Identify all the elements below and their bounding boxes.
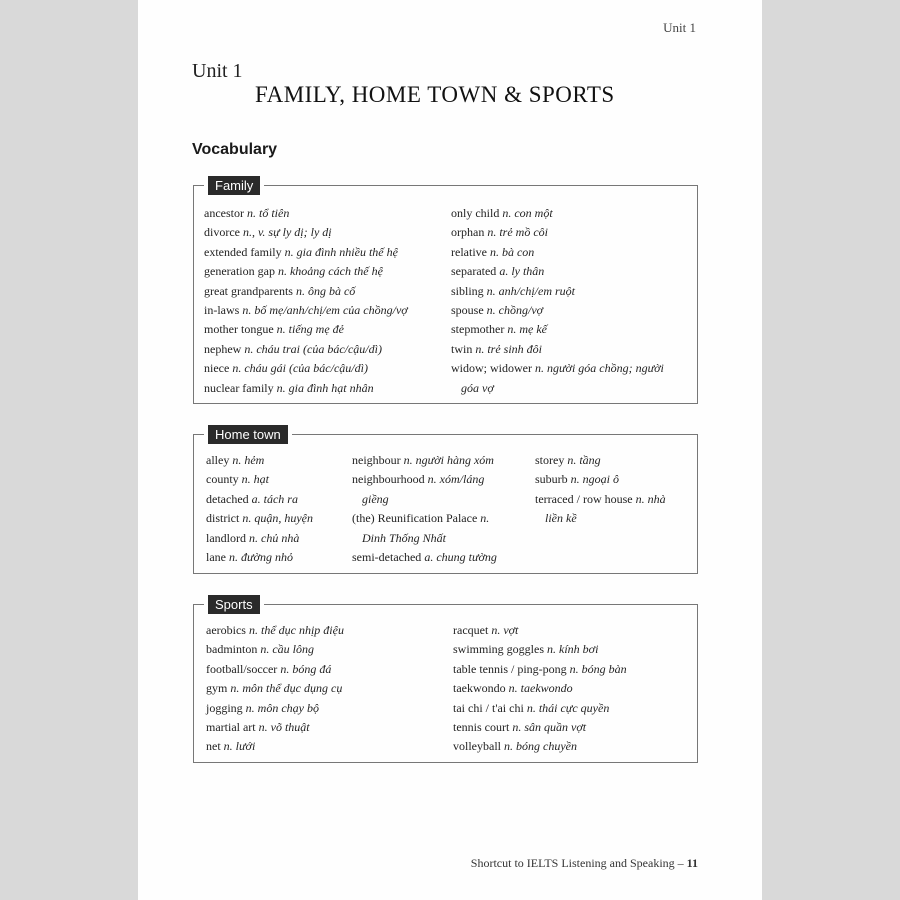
sports-box xyxy=(193,597,698,763)
vocab-entry xyxy=(453,660,627,679)
hometown-box-label: Home town xyxy=(204,425,292,445)
vocab-meaning: sự ly dị; ly dị xyxy=(268,225,332,240)
vocab-entry xyxy=(451,359,664,378)
part-of-speech: n. xyxy=(242,511,252,526)
part-of-speech: n. xyxy=(276,322,286,337)
vocab-entry xyxy=(206,699,344,718)
sports-col-1 xyxy=(206,621,344,757)
vocab-meaning: tầng xyxy=(579,453,601,467)
part-of-speech: n. xyxy=(526,700,536,715)
vocab-entry xyxy=(206,718,344,737)
vocab-word: only child xyxy=(451,206,500,220)
vocab-word: county xyxy=(206,472,239,487)
vocab-meaning: bố mẹ/anh/chị/em của chồng/vợ xyxy=(254,303,408,318)
vocab-word: terraced / row house xyxy=(535,491,633,506)
family-box xyxy=(193,178,698,404)
vocab-meaning: cháu gái (của bác/cậu/dì) xyxy=(244,361,368,376)
vocab-meaning: ông bà cố xyxy=(307,283,356,298)
vocab-meaning: chủ nhà xyxy=(261,530,300,545)
vocab-entry xyxy=(451,204,664,223)
vocab-word: great grandparents xyxy=(204,283,293,298)
vocab-word: extended family xyxy=(204,244,282,259)
vocab-entry xyxy=(453,640,627,659)
part-of-speech: n. xyxy=(403,453,413,467)
vocab-word: mother tongue xyxy=(204,322,274,337)
vocab-word: district xyxy=(206,511,240,526)
part-of-speech: n. xyxy=(504,739,513,754)
vocab-word: orphan xyxy=(451,225,485,240)
vocab-word: tennis court xyxy=(453,720,510,735)
vocab-word: sibling xyxy=(451,283,484,298)
vocab-meaning: quận, huyện xyxy=(254,511,313,526)
vocab-entry xyxy=(352,490,497,509)
vocab-entry xyxy=(206,470,313,489)
vocab-meaning: liền kề xyxy=(545,511,577,526)
vocab-meaning: xóm/láng xyxy=(439,472,485,487)
sports-col-2 xyxy=(453,621,627,757)
vocab-meaning: cháu trai (của bác/cậu/dì) xyxy=(256,341,382,356)
vocab-word: martial art xyxy=(206,720,256,735)
vocab-entry xyxy=(453,718,627,737)
part-of-speech: n. xyxy=(507,322,517,337)
vocab-word: jogging xyxy=(206,700,243,715)
sports-box-label: Sports xyxy=(204,595,264,615)
vocab-entry xyxy=(451,243,664,262)
part-of-speech: n. xyxy=(242,303,252,318)
vocab-entry xyxy=(451,301,664,320)
vocab-word: badminton xyxy=(206,642,258,657)
vocab-word: aerobics xyxy=(206,623,246,637)
vocab-meaning: chung tường xyxy=(436,550,497,565)
vocab-word: suburb xyxy=(535,472,568,487)
part-of-speech: n. xyxy=(245,700,255,715)
vocab-meaning: trẻ sinh đôi xyxy=(487,341,543,356)
vocab-word: racquet xyxy=(453,623,489,637)
vocab-word: landlord xyxy=(206,530,246,545)
vocab-meaning: người hàng xóm xyxy=(415,453,494,467)
vocab-entry xyxy=(352,529,497,548)
unit-title: FAMILY, HOME TOWN & SPORTS xyxy=(255,82,615,107)
vocab-word: net xyxy=(206,739,221,754)
part-of-speech: n. xyxy=(486,303,496,318)
part-of-speech: n. xyxy=(232,361,242,376)
vocab-word: nephew xyxy=(204,341,242,356)
vocab-entry xyxy=(451,340,664,359)
vocab-word: lane xyxy=(206,550,226,565)
part-of-speech: n. xyxy=(635,491,645,506)
vocab-meaning: gia đình hạt nhân xyxy=(288,380,374,395)
vocab-meaning: tiếng mẹ đẻ xyxy=(288,322,344,337)
vocab-meaning: taekwondo xyxy=(520,681,573,696)
vocab-word: relative xyxy=(451,244,487,259)
unit-label: Unit 1 xyxy=(192,60,243,82)
page-footer xyxy=(471,856,698,871)
hometown-col-3 xyxy=(535,451,666,529)
vocab-meaning: người góa chồng; người xyxy=(547,361,664,376)
part-of-speech: n. xyxy=(232,453,242,467)
vocab-entry xyxy=(451,282,664,301)
vocab-meaning: môn thể dục dụng cụ xyxy=(242,681,343,696)
part-of-speech: n. xyxy=(277,264,287,279)
vocab-word: neighbourhood xyxy=(352,472,425,487)
vocab-meaning: con một xyxy=(514,206,553,220)
vocab-word: table tennis / ping-pong xyxy=(453,661,567,676)
vocab-meaning: trẻ mồ côi xyxy=(499,225,548,240)
vocab-entry xyxy=(352,451,497,470)
vocab-entry xyxy=(206,679,344,698)
hometown-col-2 xyxy=(352,451,497,567)
vocab-entry xyxy=(535,490,666,509)
vocab-entry xyxy=(352,470,497,489)
vocab-meaning: anh/chị/em ruột xyxy=(498,283,575,298)
vocab-meaning: hạt xyxy=(253,472,270,487)
part-of-speech: n. xyxy=(258,720,268,735)
vocab-entry xyxy=(453,737,627,756)
part-of-speech: a. xyxy=(499,264,509,279)
vocab-entry xyxy=(451,320,664,339)
vocab-meaning: bà con xyxy=(501,244,535,259)
vocab-meaning: khoảng cách thế hệ xyxy=(289,264,383,279)
vocab-word: semi-detached xyxy=(352,550,422,565)
part-of-speech: n. xyxy=(229,550,238,565)
vocab-entry xyxy=(206,737,344,756)
part-of-speech: n. xyxy=(284,244,294,259)
vocab-meaning: sân quần vợt xyxy=(524,720,587,735)
vocab-word: in-laws xyxy=(204,303,240,318)
vocab-meaning: tổ tiên xyxy=(258,206,290,220)
vocab-meaning: vợt xyxy=(503,623,519,637)
vocab-meaning: thái cực quyền xyxy=(538,700,610,715)
vocab-meaning: mẹ kế xyxy=(519,322,547,337)
part-of-speech: n. xyxy=(489,244,499,259)
vocab-entry xyxy=(206,509,313,528)
vocab-word: widow; widower xyxy=(451,361,532,376)
vocab-entry xyxy=(204,243,408,262)
vocab-entry xyxy=(204,262,408,281)
vocab-entry xyxy=(451,379,664,398)
part-of-speech: n. xyxy=(427,472,437,487)
hometown-box xyxy=(193,427,698,574)
part-of-speech: n. xyxy=(260,642,270,657)
vocab-meaning: tách ra xyxy=(263,491,298,506)
vocab-meaning: bóng chuyền xyxy=(516,739,577,754)
vocab-meaning: hẻm xyxy=(244,453,265,467)
vocab-word: divorce xyxy=(204,225,240,240)
vocab-entry xyxy=(204,282,408,301)
vocab-entry xyxy=(204,340,408,359)
part-of-speech: a. xyxy=(424,550,434,565)
vocab-meaning: góa vợ xyxy=(461,380,494,395)
vocab-entry xyxy=(206,621,344,640)
vocab-entry xyxy=(352,509,497,528)
vocab-word: football/soccer xyxy=(206,661,278,676)
part-of-speech: n. xyxy=(547,642,557,657)
part-of-speech: n. xyxy=(491,623,501,637)
part-of-speech: n. xyxy=(241,472,251,487)
vocab-meaning: môn chạy bộ xyxy=(257,700,319,715)
part-of-speech: n. xyxy=(223,739,233,754)
vocab-word: stepmother xyxy=(451,322,505,337)
vocab-word: taekwondo xyxy=(453,681,506,696)
vocab-word: (the) Reunification Palace xyxy=(352,511,478,526)
part-of-speech: n. xyxy=(248,623,258,637)
vocab-entry xyxy=(206,529,313,548)
vocab-entry xyxy=(204,204,408,223)
book-page xyxy=(138,0,762,900)
vocab-word: neighbour xyxy=(352,453,401,467)
vocab-entry xyxy=(204,379,408,398)
vocab-word: generation gap xyxy=(204,264,275,279)
part-of-speech: n. xyxy=(508,681,518,696)
family-col-2 xyxy=(451,204,664,398)
part-of-speech: n. xyxy=(280,661,290,676)
vocab-word: spouse xyxy=(451,303,484,318)
part-of-speech: n. xyxy=(502,206,512,220)
vocab-word: niece xyxy=(204,361,230,376)
family-box-label: Family xyxy=(204,176,264,196)
part-of-speech: n. xyxy=(230,681,240,696)
part-of-speech: a. xyxy=(251,491,261,506)
part-of-speech: n. xyxy=(480,511,490,526)
vocab-word: storey xyxy=(535,453,565,467)
vocab-word: swimming goggles xyxy=(453,642,545,657)
part-of-speech: n. xyxy=(249,530,258,545)
family-col-1 xyxy=(204,204,408,398)
vocab-meaning: chồng/vợ xyxy=(498,303,544,318)
vocab-entry xyxy=(535,509,666,528)
footer-book-title: Shortcut to IELTS Listening and Speaking – xyxy=(470,856,684,870)
vocab-entry xyxy=(451,223,664,242)
vocab-meaning: giềng xyxy=(362,491,389,506)
part-of-speech: n. xyxy=(276,380,286,395)
vocab-entry xyxy=(206,640,344,659)
hometown-col-1 xyxy=(206,451,313,567)
vocab-entry xyxy=(206,660,344,679)
vocab-word: tai chi / t'ai chi xyxy=(453,700,524,715)
page-number: 11 xyxy=(686,856,698,870)
part-of-speech: n. xyxy=(246,206,256,220)
vocab-meaning: lưới xyxy=(235,739,256,754)
part-of-speech: n. xyxy=(475,341,485,356)
vocab-word: separated xyxy=(451,264,497,279)
part-of-speech: n. xyxy=(570,472,580,487)
vocab-meaning: võ thuật xyxy=(270,720,310,735)
vocab-word: twin xyxy=(451,341,473,356)
vocab-word: gym xyxy=(206,681,228,696)
vocab-meaning: gia đình nhiều thế hệ xyxy=(296,244,398,259)
vocab-meaning: kính bơi xyxy=(559,642,599,657)
vocab-entry xyxy=(206,451,313,470)
vocabulary-heading: Vocabulary xyxy=(192,141,278,158)
running-head: Unit 1 xyxy=(663,20,696,35)
vocab-entry xyxy=(535,451,666,470)
vocab-entry xyxy=(204,320,408,339)
vocab-meaning: bóng bàn xyxy=(581,661,627,676)
vocab-entry xyxy=(453,679,627,698)
vocab-entry xyxy=(204,223,408,242)
vocab-entry xyxy=(206,548,313,567)
part-of-speech: n. xyxy=(486,283,496,298)
vocab-word: volleyball xyxy=(453,739,501,754)
part-of-speech: n. xyxy=(487,225,497,240)
vocab-word: ancestor xyxy=(204,206,244,220)
vocab-entry xyxy=(204,301,408,320)
vocab-meaning: cầu lông xyxy=(272,642,314,657)
part-of-speech: n. xyxy=(535,361,544,376)
vocab-entry xyxy=(535,470,666,489)
vocab-meaning: bóng đá xyxy=(292,661,332,676)
part-of-speech: n. xyxy=(295,283,305,298)
part-of-speech: n. xyxy=(512,720,522,735)
vocab-meaning: ngoại ô xyxy=(582,472,620,487)
part-of-speech: n. xyxy=(567,453,577,467)
vocab-entry xyxy=(352,548,497,567)
vocab-entry xyxy=(453,621,627,640)
vocab-meaning: nhà xyxy=(647,491,666,506)
vocab-word: alley xyxy=(206,453,230,467)
vocab-entry xyxy=(453,699,627,718)
vocab-meaning: Dinh Thống Nhất xyxy=(362,530,447,545)
vocab-meaning: thể dục nhịp điệu xyxy=(260,623,344,637)
part-of-speech: n., v. xyxy=(242,225,266,240)
vocab-entry xyxy=(206,490,313,509)
vocab-word: detached xyxy=(206,491,249,506)
vocab-entry xyxy=(204,359,408,378)
part-of-speech: n. xyxy=(244,341,254,356)
part-of-speech: n. xyxy=(569,661,579,676)
vocab-entry xyxy=(451,262,664,281)
vocab-meaning: đường nhỏ xyxy=(241,550,293,565)
vocab-meaning: ly thân xyxy=(511,264,545,279)
vocab-word: nuclear family xyxy=(204,380,274,395)
